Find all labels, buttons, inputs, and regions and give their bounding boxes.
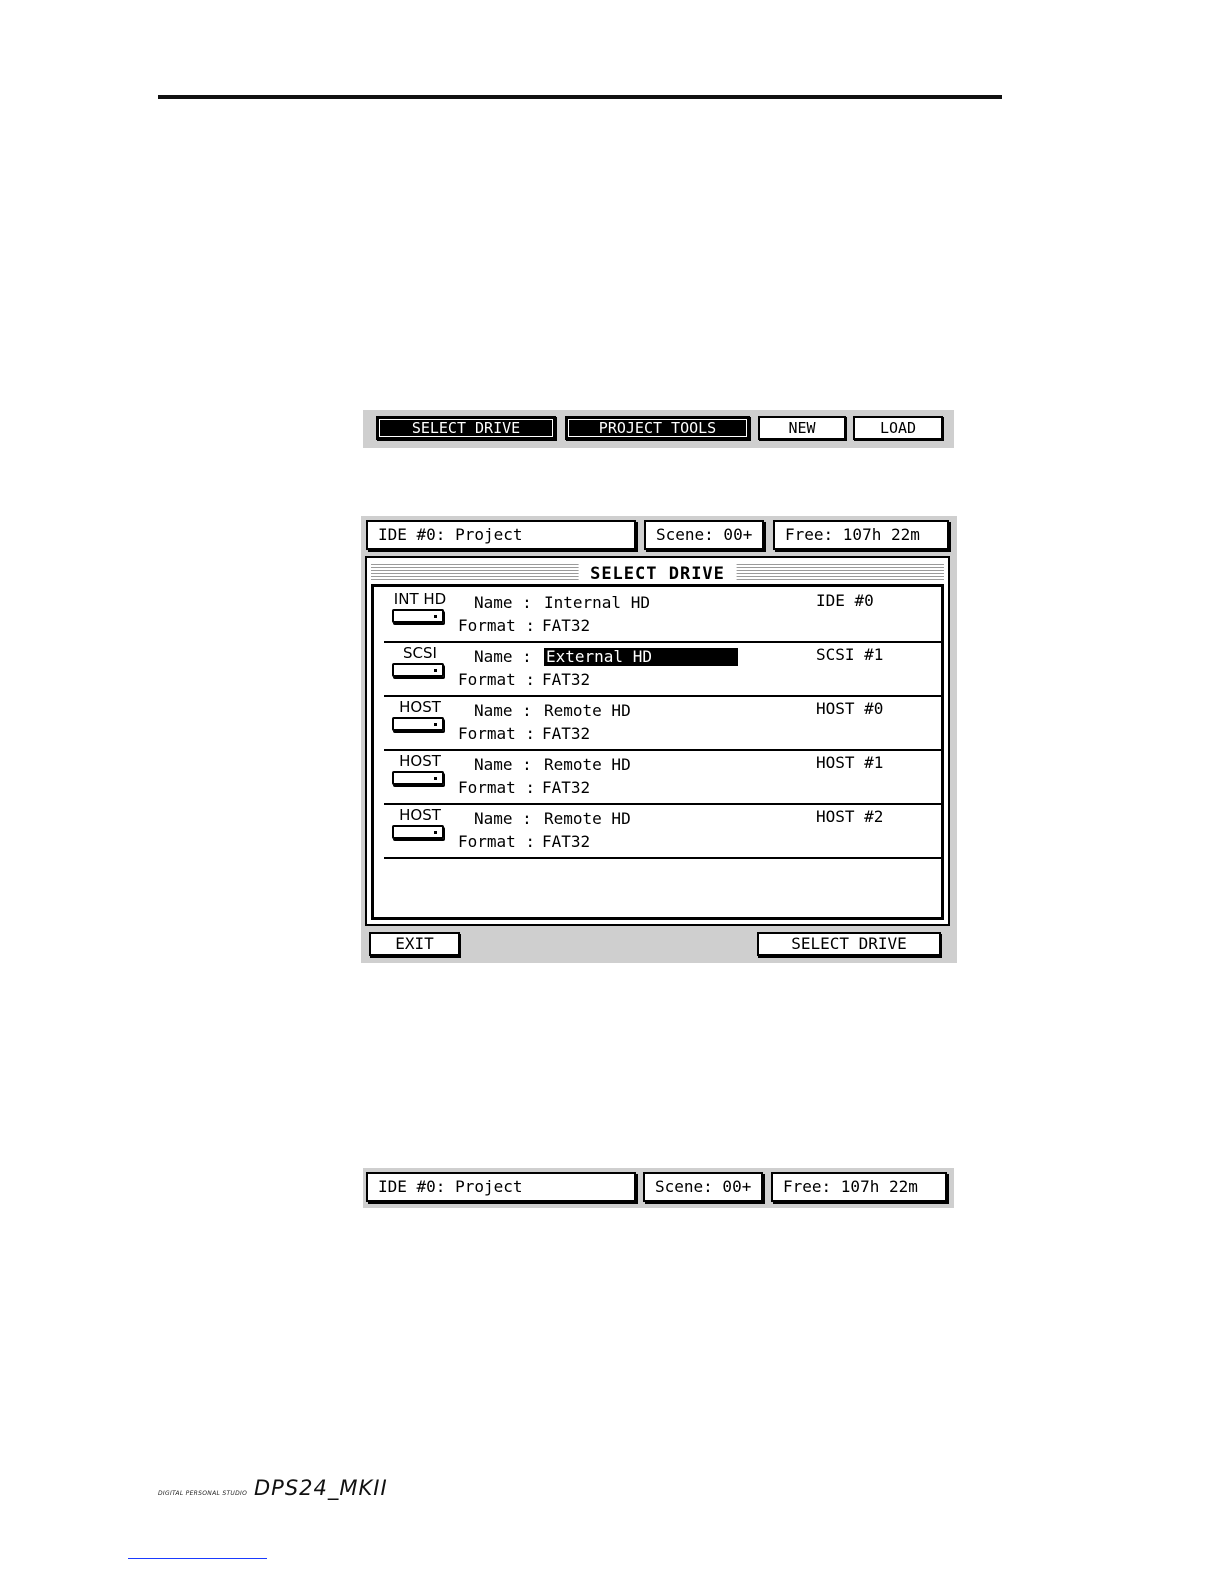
hard-drive-icon	[392, 825, 444, 839]
select-drive-panel	[365, 556, 950, 926]
drive-type-label: HOST	[399, 806, 441, 824]
drive-format: FAT32	[542, 832, 591, 851]
drive-row[interactable]	[384, 587, 941, 643]
drive-id: SCSI #1	[816, 645, 884, 664]
scene-field: Scene: 00+	[644, 520, 764, 550]
current-drive-field: IDE #0: Project	[366, 1172, 636, 1202]
softkey-load[interactable]: LOAD	[853, 416, 943, 440]
softkey-new[interactable]: NEW	[758, 416, 846, 440]
format-label: Format :	[458, 670, 536, 689]
name-label: Name :	[474, 647, 532, 666]
hard-drive-icon	[392, 663, 444, 677]
hard-drive-icon	[392, 717, 444, 731]
drive-format: FAT32	[542, 724, 591, 743]
drive-type-label: INT HD	[393, 590, 447, 608]
drive-id: HOST #2	[816, 807, 884, 826]
drive-format: FAT32	[542, 616, 591, 635]
softkey-select-drive[interactable]: SELECT DRIVE	[376, 416, 556, 440]
drive-name: Remote HD	[544, 755, 631, 774]
name-label: Name :	[474, 701, 532, 720]
drive-row[interactable]	[384, 803, 941, 859]
free-space-field: Free: 107h 22m	[771, 1172, 947, 1202]
panel-title: SELECT DRIVE	[578, 564, 737, 584]
drive-row[interactable]	[384, 695, 941, 751]
page-top-rule	[158, 95, 1002, 99]
panel-title-strip	[371, 562, 944, 584]
drive-row[interactable]	[384, 749, 941, 805]
drive-type-label: HOST	[399, 752, 441, 770]
select-drive-button[interactable]: SELECT DRIVE	[757, 932, 941, 956]
hard-drive-icon	[392, 771, 444, 785]
name-label: Name :	[474, 755, 532, 774]
format-label: Format :	[458, 832, 536, 851]
drive-type-label: HOST	[399, 698, 441, 716]
drive-name-selected[interactable]: External HD	[544, 648, 738, 666]
exit-button[interactable]: EXIT	[369, 932, 460, 956]
drive-format: FAT32	[542, 778, 591, 797]
name-label: Name :	[474, 809, 532, 828]
hard-drive-icon	[392, 609, 444, 623]
drive-format: FAT32	[542, 670, 591, 689]
name-label: Name :	[474, 593, 532, 612]
format-label: Format :	[458, 724, 536, 743]
softkey-bar	[363, 410, 954, 448]
drive-id: HOST #0	[816, 699, 884, 718]
drive-name: Remote HD	[544, 809, 631, 828]
drive-id: HOST #1	[816, 753, 884, 772]
drive-name: Remote HD	[544, 701, 631, 720]
drive-name: Internal HD	[544, 593, 650, 612]
current-drive-field: IDE #0: Project	[366, 520, 636, 550]
drive-type-label: SCSI	[403, 644, 437, 662]
status-strip	[363, 1168, 954, 1208]
footer-tagline: DIGITAL PERSONAL STUDIO	[158, 1490, 248, 1497]
free-space-field: Free: 107h 22m	[773, 520, 949, 550]
drive-id: IDE #0	[816, 591, 874, 610]
drive-list	[371, 584, 944, 920]
select-drive-screen	[361, 516, 957, 963]
format-label: Format :	[458, 616, 536, 635]
product-logo: DPS24_MKII	[254, 1476, 388, 1500]
format-label: Format :	[458, 778, 536, 797]
softkey-project-tools[interactable]: PROJECT TOOLS	[565, 416, 750, 440]
page-underline	[128, 1558, 267, 1559]
scene-field: Scene: 00+	[643, 1172, 763, 1202]
drive-row[interactable]	[384, 641, 941, 697]
